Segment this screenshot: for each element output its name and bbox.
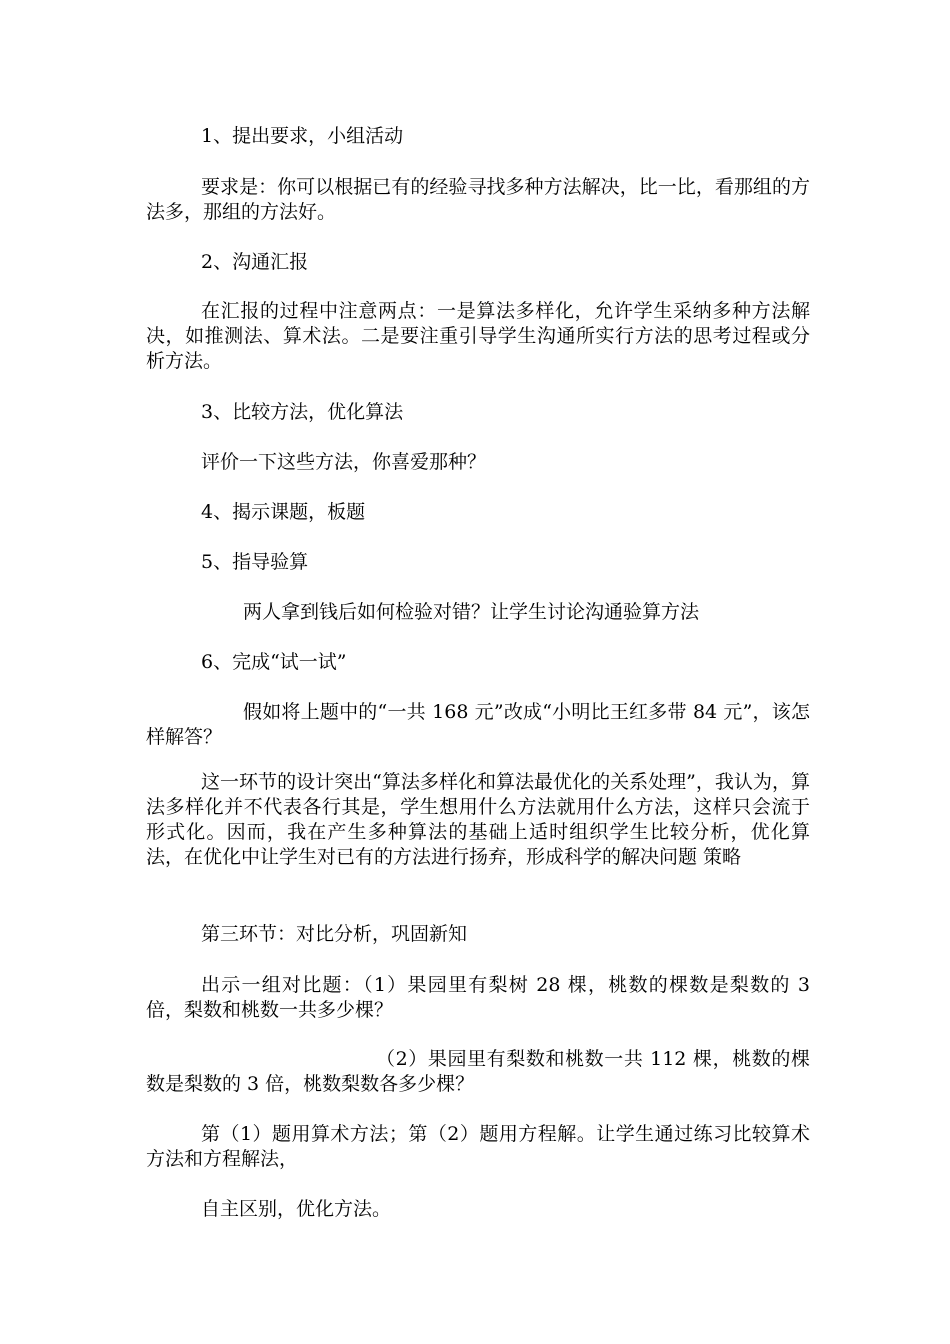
paragraph-comparison-2: （2）果园里有梨数和桃数一共 112 棵，桃数的棵数是梨数的 3 倍，桃数梨数各多少棵？ (146, 1048, 810, 1095)
paragraph-method-note: 第（1）题用算术方法；第（2）题用方程解。让学生通过练习比较算术方法和方程解法， (146, 1123, 810, 1170)
paragraph-step-3: 3、比较方法，优化算法 (201, 401, 404, 423)
paragraph-step-4: 4、揭示课题，板题 (201, 501, 366, 523)
paragraph-conclusion: 自主区别，优化方法。 (201, 1198, 392, 1220)
paragraph-try-it: 假如将上题中的“一共 168 元”改成“小明比王红多带 84 元”，该怎样解答？ (146, 701, 810, 748)
paragraph-design-reflection: 这一环节的设计突出“算法多样化和算法最优化的关系处理”，我认为，算法多样化并不代表各行其是，学生想用什么方法就用什么方法，这样只会流于形式化。因而，我在产生多种算法的基础上适时组织学生比较分析，优化算法，在优化中让学生对已有的方法进行扬弃，形成科学的解决问题 策略 (146, 771, 810, 868)
paragraph-comparison-1: 出示一组对比题：（1）果园里有梨树 28 棵，桃数的棵数是梨数的 3 倍，梨数和桃数一共多少棵？ (146, 974, 810, 1021)
paragraph-evaluate: 评价一下这些方法，你喜爱那种？ (201, 451, 487, 473)
paragraph-step-1: 1、提出要求，小组活动 (201, 125, 404, 147)
paragraph-report-notes: 在汇报的过程中注意两点：一是算法多样化，允许学生采纳多种方法解决，如推测法、算术法。二是要注重引导学生沟通所实行方法的思考过程或分析方法。 (146, 300, 810, 372)
paragraph-check-method: 两人拿到钱后如何检验对错？让学生讨论沟通验算方法 (243, 601, 700, 623)
paragraph-requirement: 要求是：你可以根据已有的经验寻找多种方法解决，比一比，看那组的方法多，那组的方法好。 (146, 176, 810, 223)
paragraph-step-5: 5、指导验算 (201, 551, 309, 573)
paragraph-section-three: 第三环节：对比分析，巩固新知 (201, 923, 468, 945)
paragraph-step-6: 6、完成“试一试” (201, 651, 347, 673)
paragraph-step-2: 2、沟通汇报 (201, 251, 309, 273)
